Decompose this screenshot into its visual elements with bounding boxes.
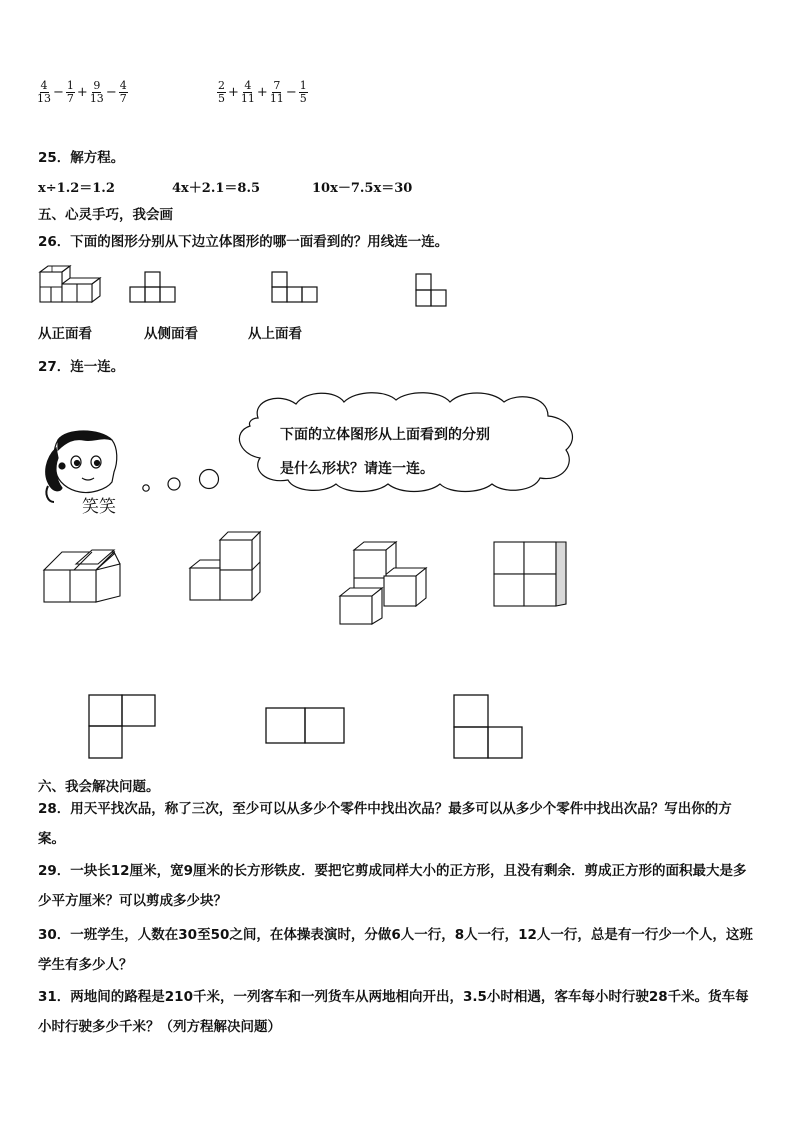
fraction: $\frac{4}{7}$ bbox=[119, 79, 127, 105]
view-shape-3 bbox=[414, 272, 448, 308]
section-5-heading: 五、心灵手巧，我会画 bbox=[38, 207, 173, 223]
top-view-shape-2 bbox=[265, 707, 347, 745]
cloud-text-line-1: 下面的立体图形从上面看到的分别 bbox=[280, 427, 490, 443]
fraction: $\frac{1}{7}$ bbox=[66, 79, 74, 105]
fraction-expression-1: $\frac{4}{13}$ − $\frac{1}{7}$ + $\frac{9}{13}$ − $\frac{4}{7}$ bbox=[37, 79, 127, 105]
view-shape-2 bbox=[272, 270, 318, 304]
view-shape-1 bbox=[130, 270, 176, 304]
fraction: $\frac{2}{5}$ bbox=[218, 79, 225, 105]
top-view-shape-1 bbox=[88, 694, 158, 760]
fraction: $\frac{9}{13}$ bbox=[89, 79, 104, 105]
solid-figure-4 bbox=[492, 540, 572, 610]
fraction: $\frac{4}{13}$ bbox=[37, 79, 51, 105]
cloud-text-line-2: 是什么形状？请连一连。 bbox=[280, 461, 434, 477]
fraction: $\frac{1}{5}$ bbox=[299, 79, 307, 105]
section-6-heading: 六、我会解决问题。 bbox=[38, 779, 160, 795]
view-label-front: 从正面看 bbox=[38, 326, 92, 342]
solid-figure-2 bbox=[188, 530, 264, 602]
thought-bubbles bbox=[138, 464, 222, 496]
equation-1: x÷1.2＝1.2 bbox=[38, 181, 115, 196]
character-label: 笑笑 bbox=[82, 497, 116, 517]
solid-figure-3 bbox=[338, 540, 428, 626]
question-30: 30．一班学生，人数在30至50之间，在体操表演时，分做6人一行，8人一行，12人一行，总是有一行少一个人，这班学生有多少人？ bbox=[38, 927, 753, 973]
equation-2: 4x＋2.1＝8.5 bbox=[172, 181, 261, 196]
solid-figure-1 bbox=[44, 548, 124, 604]
solid-figure-3d bbox=[40, 264, 102, 304]
question-28: 28．用天平找次品，称了三次，至少可以从多少个零件中找出次品？最多可以从多少个零件中找出次品？写出你的方案。 bbox=[38, 801, 732, 847]
fraction: $\frac{4}{11}$ bbox=[240, 79, 255, 105]
fraction-expression-2: $\frac{2}{5}$ + $\frac{4}{11}$ + $\frac{7}{11}$ − $\frac{1}{5}$ bbox=[218, 79, 307, 105]
view-label-top: 从上面看 bbox=[248, 326, 302, 342]
fraction: $\frac{7}{11}$ bbox=[269, 79, 284, 105]
question-29: 29．一块长12厘米，宽9厘米的长方形铁皮．要把它剪成同样大小的正方形，且没有剩余．剪成正方形的面积最大是多少平方厘米？可以剪成多少块？ bbox=[38, 863, 747, 909]
top-view-shape-3 bbox=[453, 694, 525, 760]
question-31: 31．两地间的路程是210千米，一列客车和一列货车从两地相向开出，3.5小时相遇，客车每小时行驶28千米。货车每小时行驶多少千米？（列方程解决问题） bbox=[38, 989, 749, 1035]
equation-3: 10x－7.5x＝30 bbox=[312, 181, 413, 196]
question-27-title: 27．连一连。 bbox=[38, 359, 125, 375]
view-label-side: 从侧面看 bbox=[144, 326, 198, 342]
question-26-title: 26．下面的图形分别从下边立体图形的哪一面看到的？用线连一连。 bbox=[38, 234, 449, 250]
question-25-title: 25．解方程。 bbox=[38, 150, 125, 166]
